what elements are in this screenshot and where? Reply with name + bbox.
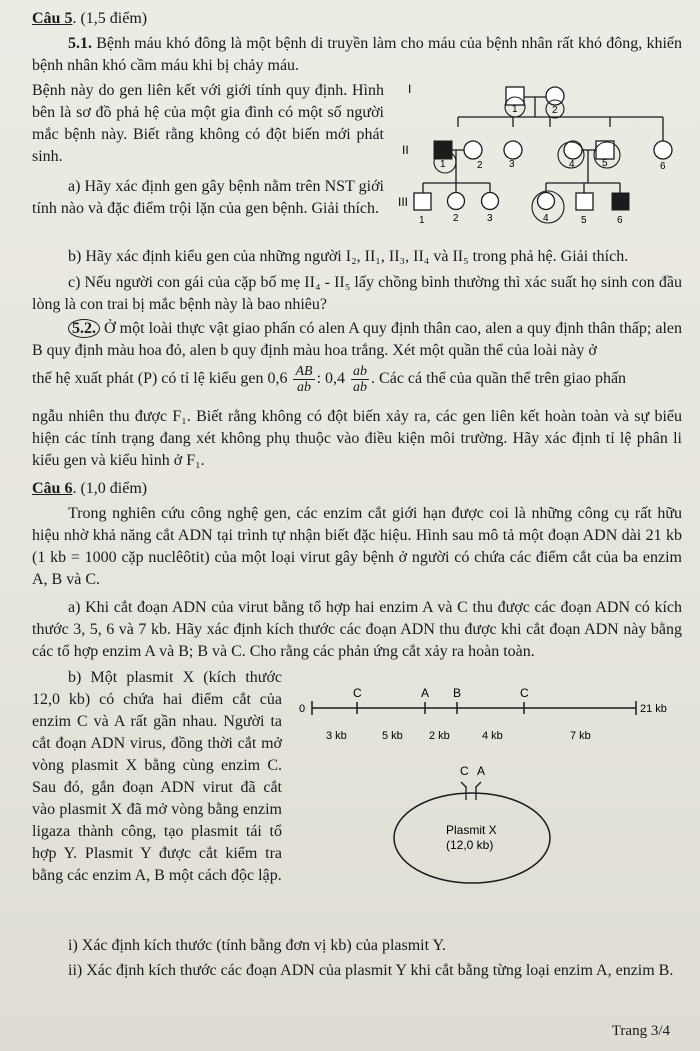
q5-1-question-c: c) Nếu người con gái của cặp bố mẹ II₄ - II₅ lấy chồng bình thường thì xác suất họ sinh con đầu lòng là con trai bị mắc bệnh này là bao nhiêu? [32, 274, 682, 313]
page-number: Trang 3/4 [611, 1023, 670, 1039]
plasmid-site-a: A [477, 764, 486, 778]
plasmid-site-c: C [460, 764, 469, 778]
gen-i-label: I [408, 82, 412, 96]
svg-text:6: 6 [617, 215, 623, 226]
ii1-affected-male [434, 141, 452, 159]
plasmid-size: (12,0 kb) [446, 838, 494, 852]
iii6-affected-male [612, 193, 629, 210]
svg-text:1: 1 [419, 215, 425, 226]
fraction-AB-ab: $\frac{AB}{ab}$ [295, 364, 313, 395]
iii2-female [448, 193, 465, 210]
q5-1-intro: 5.1. Bệnh máu khó đông là một bệnh di truyền làm cho máu của bệnh nhân rất khó đông, khiến bệnh nhân khó cầm máu khi bị chảy máu. [32, 35, 682, 74]
q6-question-b-ii: ii) Xác định kích thước các đoạn ADN của plasmit Y khi cắt bằng từng loại enzim A, enzim B. [68, 962, 674, 979]
site-a: A [421, 686, 430, 700]
q5-1-desc: Bệnh này do gen liên kết với giới tính quy định. Hình bên là sơ đồ phả hệ của một gia đình có một số người mắc bệnh này. Biết rằng không có đột biến mới phát sinh. [32, 82, 384, 165]
segment-7kb: 7 kb [570, 730, 591, 742]
segment-4kb: 4 kb [482, 730, 503, 742]
svg-text:5: 5 [602, 158, 608, 169]
pedigree-chart [388, 75, 698, 235]
plasmid-x-diagram [380, 760, 580, 890]
iii3-female [482, 193, 499, 210]
svg-text:1: 1 [440, 159, 446, 170]
ii3-female [504, 141, 522, 159]
svg-text:3: 3 [509, 159, 515, 170]
site-b: B [453, 686, 462, 700]
ii5-male [596, 141, 614, 159]
ii2-female [464, 141, 482, 159]
gen-iii-label: III [398, 195, 409, 209]
svg-text:2: 2 [552, 105, 558, 116]
svg-text:3: 3 [487, 213, 493, 224]
svg-text:4: 4 [543, 213, 549, 224]
q6-heading: Câu 6. (1,0 điểm) [32, 480, 148, 497]
iii4-female [538, 193, 555, 210]
site-c1: C [353, 686, 362, 700]
q6-question-b-i: i) Xác định kích thước (tính bằng đơn vị kb) của plasmit Y. [68, 937, 446, 954]
ii4-female [564, 141, 582, 159]
svg-text:1: 1 [512, 104, 518, 115]
svg-text:4: 4 [569, 159, 575, 170]
q5-1-question-a: a) Hãy xác định gen gây bệnh nằm trên NST giới tính nào và đặc điểm trội lặn của gen bệnh. Giải thích. [32, 178, 384, 217]
svg-text:6: 6 [660, 161, 666, 172]
segment-5kb: 5 kb [382, 730, 403, 742]
fraction-ab-ab: $\frac{ab}{ab}$ [353, 364, 368, 395]
i1-male [506, 87, 524, 105]
q6-question-b: b) Một plasmit X (kích thước 12,0 kb) có chứa hai điểm cắt của enzim C và A rất gần nhau. Người ta cắt đoạn ADN virus, đồng thời cắt mở vòng plasmit X bằng cùng enzim C. Sau đó, gắn đoạn ADN virut đã cắt vào plasmit X đã mở vòng bằng enzim ligaza thành công, tạo plasmit tái tổ hợp Y. Plasmit Y được cắt kiểm tra bằng các enzim A, B một cách độc lập. [32, 669, 282, 884]
dna-restriction-map [296, 682, 696, 752]
iii1-male [414, 193, 431, 210]
gen-ii-label: II [402, 143, 409, 157]
dna-end-label: 21 kb [640, 703, 667, 715]
q5-1-question-b: b) Hãy xác định kiểu gen của những người I₂, II₁, II₃, II₄ và II₅ trong phả hệ. Giải thích. [68, 248, 629, 265]
q5-heading: Câu 5. (1,5 điểm) [32, 10, 148, 27]
svg-text:2: 2 [477, 160, 483, 171]
q6-intro: Trong nghiên cứu công nghệ gen, các enzim cắt giới hạn được coi là những công cụ rất hữu hiệu nhờ khả năng cắt ADN tại trình tự nhận biết đặc hiệu. Hình sau mô tả một đoạn ADN dài 21 kb (1 kb = 1000 cặp nuclêôtit) của một loại virut gây bệnh ở người có chứa các điểm cắt của ba enzim A, B và C. [32, 505, 682, 588]
plasmid-name: Plasmit X [446, 823, 497, 837]
ii6-female [654, 141, 672, 159]
q5-2-intro: 5.2. Ở một loài thực vật giao phấn có alen A quy định thân cao, alen a quy định thân thấp; alen B quy định màu hoa đỏ, alen b quy định màu hoa trắng. Xét một quần thể của loài này ở [32, 320, 682, 359]
site-c2: C [520, 686, 529, 700]
iii5-male [576, 193, 593, 210]
q5-2-genotype-line: thế hệ xuất phát (P) có tỉ lệ kiểu gen 0,6 $\frac{AB}{ab}$ : 0,4 $\frac{ab}{ab}$ . Các cá thể của quần thể trên giao phấn [32, 364, 627, 395]
svg-text:2: 2 [453, 213, 459, 224]
dna-start-label: 0 [299, 703, 306, 715]
q5-2-rest: ngẫu nhiên thu được F₁. Biết rằng không có đột biến xảy ra, các gen liên kết hoàn toàn và sự biểu hiện các tính trạng đang xét không phụ thuộc vào điều kiện môi trường. Hãy xác định tỉ lệ phân li kiểu gen và kiểu hình ở F₁. [32, 408, 682, 469]
segment-3kb: 3 kb [326, 730, 347, 742]
q6-question-a: a) Khi cắt đoạn ADN của virut bằng tổ hợp hai enzim A và C thu được các đoạn ADN có kích thước 3, 5, 6 và 7 kb. Hãy xác định kích thước các đoạn ADN thu được khi cắt đoạn ADN này bằng các tổ hợp enzim A và B; B và C. Cho rằng các phản ứng cắt xảy ra hoàn toàn. [32, 599, 682, 660]
svg-text:5: 5 [581, 215, 587, 226]
segment-2kb: 2 kb [429, 730, 450, 742]
